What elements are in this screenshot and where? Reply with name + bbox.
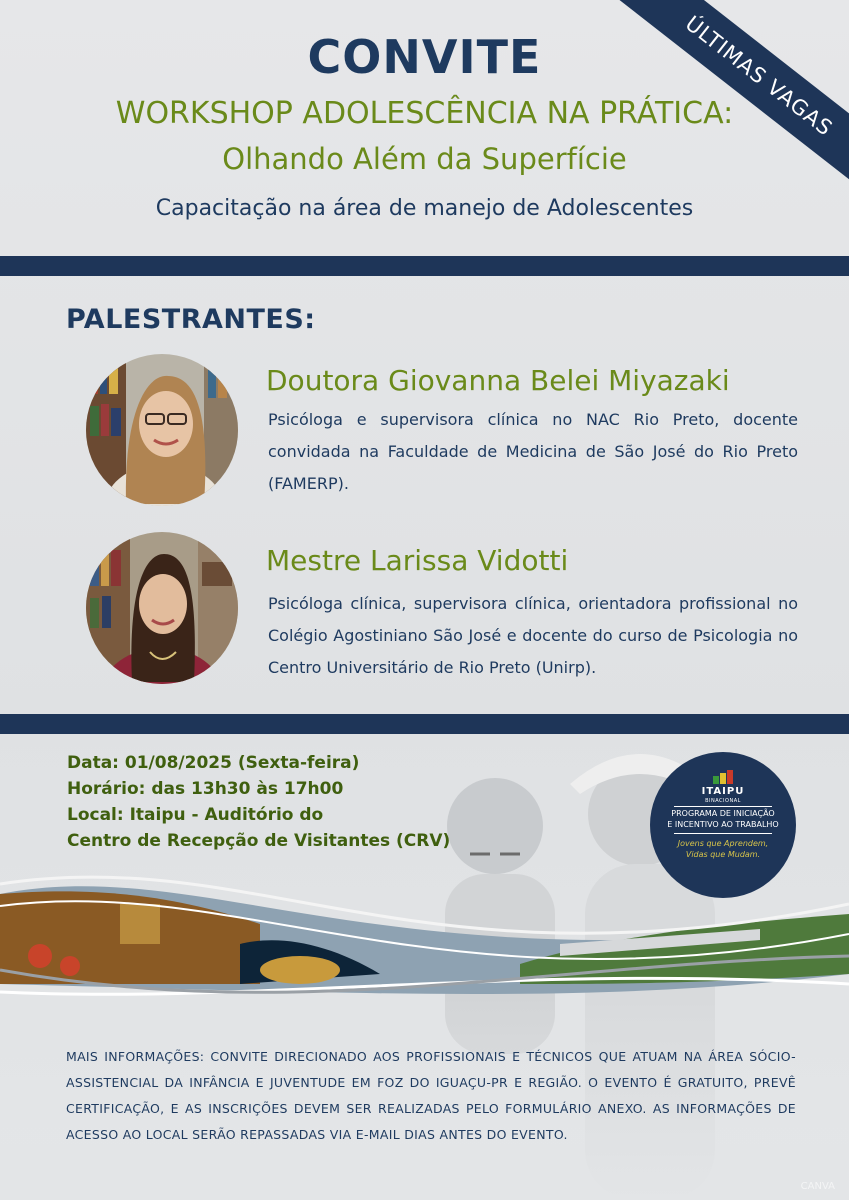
- portrait-icon: [86, 532, 238, 684]
- speaker-photo: [86, 354, 238, 506]
- badge-slogan-line: Vidas que Mudam.: [685, 850, 761, 859]
- event-time: Horário: das 13h30 às 17h00: [67, 779, 344, 799]
- event-date: Data: 01/08/2025 (Sexta-feira): [67, 753, 360, 773]
- badge-brand-sub: BINACIONAL: [705, 798, 741, 804]
- event-details: [67, 750, 450, 854]
- speaker-photo: [86, 532, 238, 684]
- portrait-icon: [86, 354, 238, 506]
- divider-band: [0, 256, 849, 276]
- badge-brand: ITAIPU: [701, 786, 745, 797]
- divider-band: [0, 714, 849, 734]
- more-information: MAIS INFORMAÇÕES: CONVITE DIRECIONADO AOS PROFISSIONAIS E TÉCNICOS QUE ATUAM NA ÁREA SÓCIO-ASSISTENCIAL DA INFÂNCIA E JUVENTUDE EM FOZ DO IGUAÇU-PR E REGIÃO. O EVENTO É GRATUITO, PREVÊ CERTIFICAÇÃO, E AS INSCRIÇÕES DEVEM SER REALIZADAS PELO FORMULÁRIO ANEXO. AS INFORMAÇÕES DE ACESSO AO LOCAL SERÃO REPASSADAS VIA E-MAIL DIAS ANTES DO EVENTO.: [66, 1049, 796, 1142]
- event-location: Local: Itaipu - Auditório do: [67, 805, 324, 825]
- invitation-title: CONVITE: [307, 30, 542, 84]
- itaipu-program-badge: [650, 752, 796, 898]
- badge-program: [654, 808, 792, 830]
- itaipu-logo-icon: [713, 770, 733, 784]
- badge-divider: [674, 806, 772, 807]
- badge-program-line: PROGRAMA DE INICIAÇÃO: [671, 809, 775, 818]
- watermark: CANVA: [800, 1181, 835, 1192]
- speaker-name: Doutora Giovanna Belei Miyazaki: [266, 364, 730, 397]
- badge-program-line: E INCENTIVO AO TRABALHO: [667, 820, 779, 829]
- speaker-name: Mestre Larissa Vidotti: [266, 544, 569, 577]
- speakers-heading: PALESTRANTES:: [66, 304, 316, 335]
- workshop-title: WORKSHOP ADOLESCÊNCIA NA PRÁTICA:: [115, 96, 734, 131]
- workshop-tagline: Capacitação na área de manejo de Adolescentes: [155, 196, 694, 221]
- speaker-description: Psicóloga clínica, supervisora clínica, orientadora profissional no Colégio Agostiniano São José e docente do curso de Psicologia no Centro Universitário de Rio Preto (Unirp).: [268, 594, 798, 677]
- event-location-detail: Centro de Recepção de Visitantes (CRV): [67, 831, 451, 851]
- badge-slogan: [654, 838, 792, 860]
- badge-slogan-line: Jovens que Aprendem,: [677, 839, 769, 848]
- speaker-description: Psicóloga e supervisora clínica no NAC Rio Preto, docente convidada na Faculdade de Medicina de São José do Rio Preto (FAMERP).: [268, 410, 798, 493]
- badge-divider: [674, 833, 772, 834]
- workshop-subtitle: Olhando Além da Superfície: [222, 142, 627, 176]
- ribbon-text: ÚLTIMAS VAGAS: [680, 11, 838, 141]
